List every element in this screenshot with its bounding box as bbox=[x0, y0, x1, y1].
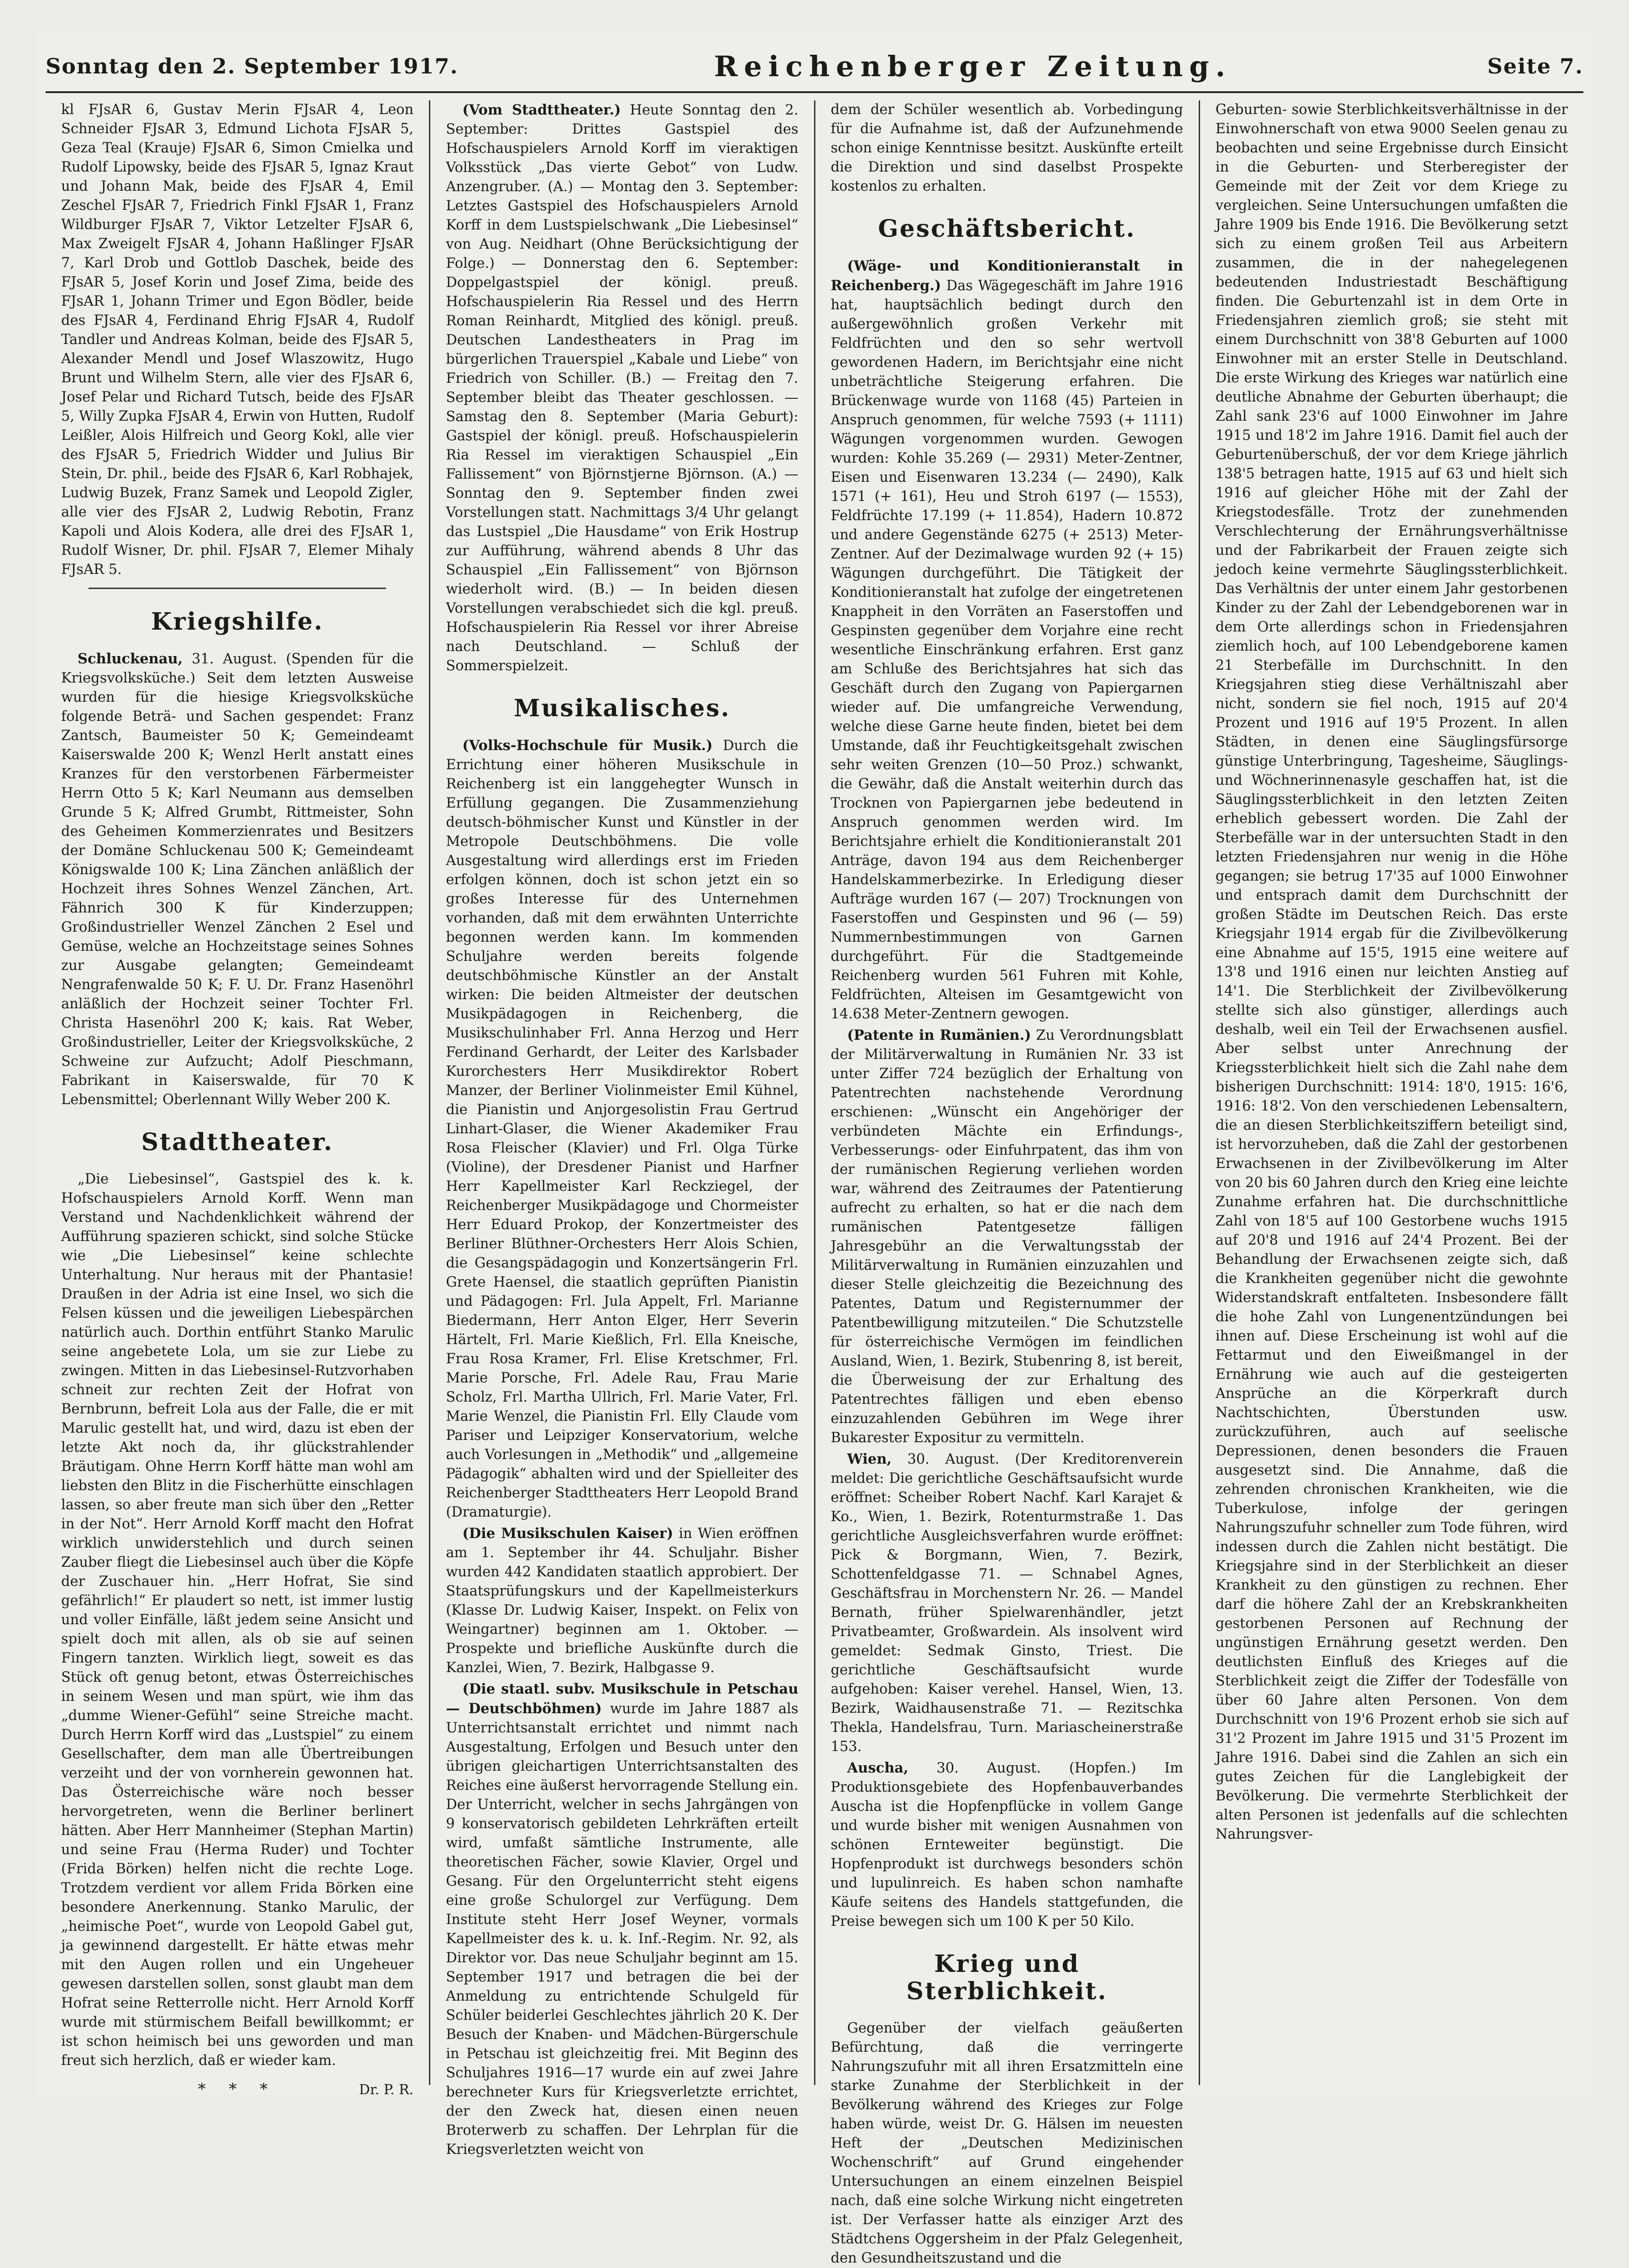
column-3 bbox=[815, 100, 1200, 2266]
article-body: 31. August. (Spenden für die Kriegsvolksküche.) Seit dem letzten Ausweise wurden für die hiesige Kriegsvolksküche folgende Beträ- und Sachen gespendet: Franz Zantsch, Baumeister 50 K; Gemeindeamt Kaiserswalde 200 K; Wenzl Herlt anstatt eines Kranzes für den verstorbenen Färbermeister Herrn Otto 5 K; Karl Neumann aus demselben Grunde 5 K; Alfred Grumbt, Rittmeister, Sohn des Geheimen Kommerzienrates und Besitzers der Domäne Schluckenau 500 K; Gemeindeamt Königswalde 100 K; Lina Zänchen anläßlich der Hochzeit ihres Sohnes Wenzel Zänchen, Art. Fähnrich 300 K für Kinderzuppen; Großindustrieller Wenzel Zänchen 2 Esel und Gemüse, welche an Hochzeitstage seines Sohnes zur Ausgabe gelangten; Gemeindeamt Nengrafenwalde 50 K; F. U. Dr. Franz Hasenöhrl anläßlich der Hochzeit seiner Tochter Frl. Christa Hasenöhrl 200 K; kais. Rat Weber, Großindustrieller, Leiter der Kriegsvolksküche, 2 Schweine zur Aufzucht; Adolf Pieschmann, Fabrikant in Kaiserswalde, für 70 K Lebensmittel; Oberlennant Willy Weber 200 K. bbox=[61, 651, 414, 1108]
section-title-musikalisches: Musikalisches. bbox=[513, 694, 731, 722]
geschaeft-article-1 bbox=[831, 256, 1183, 1024]
article-body: 30. August. (Der Kreditorenverein meldet: Die gerichtliche Geschäftsaufsicht wurde eröffnet: Scheiber Robert Nachf. Karl Karajet & Ko., Wien, 1. Bezirk, Rotenturmstraße 1. Das gerichtliche Ausgleichsverfahren wurde eröffnet: Pick & Borgmann, Wien, 7. Bezirk, Schottenfeldgasse 71. — Schnabel Agnes, Geschäftsfrau in Morchenstern Nr. 26. — Mandel Bernath, früher Spielwarenhändler, jetzt Privatbeamter, Großwardein. Als insolvent wird gemeldet: Sedmak Ginsto, Triest. Die gerichtliche Geschäftsaufsicht wurde aufgehoben: Kaiser verehel. Hansel, Wien, 13. Bezirk, Waidhausenstraße 71. — Rezitschka Thekla, Handelsfrau, Turn. Mariascheinerstraße 153. bbox=[830, 1451, 1183, 1755]
section-title-geschaeftsbericht: Geschäftsbericht. bbox=[878, 215, 1136, 243]
article-lead: (Die Musikschulen Kaiser) bbox=[462, 1525, 674, 1542]
article-body: Heute Sonntag den 2. September: Drittes Gastspiel des Hofschauspielers Arnold Korff im vieraktigen Volksstück „Das vierte Gebot“ von Ludw. Anzengruber. (A.) — Montag den 3. September: Letztes Gastspiel des Hofschauspielers Arnold Korff in dem Lustspielschwank „Die Liebesinsel“ von Aug. Neidhart (Ohne Berücksichtigung der Folge.) — Donnerstag den 6. September: Doppelgastspiel der königl. preuß. Hofschauspielerin Ria Ressel und des Herrn Roman Reinhardt, Mitglied des königl. preuß. Deutschen Landestheaters in Prag im bürgerlichen Trauerspiel „Kabale und Liebe“ von Friedrich von Schiller. (B.) — Freitag den 7. September bleibt das Theater geschlossen. — Samstag den 8. September (Maria Geburt): Gastspiel der königl. preuß. Hofschauspielerin Ria Ressel im vieraktigen Schauspiel „Ein Fallissement“ von Björnstjerne Björnson. (A.) — Sonntag den 9. September finden zwei Vorstellungen statt. Nachmittags 3/4 Uhr gelangt das Lustspiel „Die Hausdame“ von Erik Hostrup zur Aufführung, während abends 8 Uhr das Schauspiel „Ein Fallissement“ von Björnson wiederholt wird. (B.) — In beiden diesen Vorstellungen verabschiedet sich die kgl. preuß. Hofschauspielerin Ria Ressel vor ihrer Abreise nach Deutschland. — Schluß der Sommerspielzeit. bbox=[446, 102, 799, 674]
article-body: Zu Verordnungsblatt der Militärverwaltung in Rumänien Nr. 33 ist unter Ziffer 724 bezüglich der Erhaltung von Patentrechten nachstehende Verordnung erschienen: „Wünscht ein Angehöriger der verbündeten Mächte ein Erfindungs-, Verbesserungs- oder Einfuhrpatent, das ihm von der rumänischen Regierung verliehen worden war, während des Zeitraumes der Patentierung aufrecht zu erhalten, so hat er die nach dem rumänischen Patentgesetze fälligen Jahresgebühr an die Verwaltungsstab der Militärverwaltung in Rumänien einzuzahlen und dieser Stelle gleichzeitig die Bezeichnung des Patentes, Datum und Registernummer der Patentbewilligung mitzuteilen.“ Die Schutzstelle für österreichische Vermögen im feindlichen Ausland, Wien, 1. Bezirk, Stubenring 8, ist bereit, die Überweisung der zur Erhaltung des Patentrechtes fälligen und eben ebenso einzuzahlenden Gebühren im Wege ihrer Bukarester Expositur zu vermitteln. bbox=[830, 1027, 1183, 1446]
article-body: 30. August. (Hopfen.) Im Produktionsgebiete des Hopfenbauverbandes Auscha ist die Hopfenpflücke in vollem Gange und wurde bisher mit wenigen Ausnahmen von schönen Ernteweiter begünstigt. Die Hopfenprodukt ist durchwegs besonders schön und lupulinreich. Es haben schon namhafte Käufe seitens des Handels stattgefunden, die Preise bewegen sich um 100 K per 50 Kilo. bbox=[830, 1760, 1183, 1929]
geschaeft-article-2 bbox=[831, 1026, 1183, 1448]
article-body: in Wien eröffnen am 1. September ihr 44. Schuljahr. Bisher wurden 442 Kandidaten staatlich approbiert. Der Staatsprüfungskurs und der Kapellmeisterkurs (Klasse Dr. Ludwig Kaiser, Inspekt. on Felix von Weingartner) beginnen am 1. Oktober. — Prospekte und briefliche Auskünfte durch die Kanzlei, Wien, 7. Bezirk, Halbgasse 9. bbox=[446, 1526, 799, 1676]
theater-notice bbox=[446, 100, 798, 676]
newspaper-title: Reichenberger Zeitung. bbox=[714, 49, 1232, 83]
column-1 bbox=[46, 100, 430, 2098]
stadttheater-article: „Die Liebesinsel“, Gastspiel des k. k. Hofschauspielers Arnold Korff. Wenn man Verstand und Nachdenklichkeit während der Aufführung spazieren schickt, sind solche Stücke wie „Die Liebesinsel“ keine schlechte Unterhaltung. Nur heraus mit der Phantasie! Draußen in der Adria ist eine Insel, wo sich die Felsen küssen und die jeweiligen Liebespärchen natürlich auch. Dorthin entführt Stanko Marulic seine angebetete Lola, um sie zur Liebe zu zwingen. Mitten in das Liebesinsel-Rutzvorhaben schneit zur rechten Zeit der Hofrat von Bernbrunn, befreit Lola aus der Falle, die er mit Marulic gestellt hat, und wird, dazu ist eben der letzte Akt noch da, ihr glückstrahlender Bräutigam. Ohne Herrn Korff hätte man wohl am liebsten den Blitz in die Fischerhütte einschlagen lassen, so aber freute man sich über den „Retter in der Not“. Herr Arnold Korff macht den Hofrat wirklich unwiderstehlich und durch seinen Zauber fliegt die Liebesinsel auch über die Köpfe der Zuschauer hin. „Herr Hofrat, Sie sind gefährlich!“ Er plaudert so nett, ist immer lustig und voller Einfälle, läßt jedem seine Ansicht und spielt doch mit allen, als ob sie auf seinen Fingern tanzten. Wirklich liegt, soweit es das Stück oft genug betont, etwas Österreichisches in seinem Wesen und man spürt, wie ihm das „dumme Wiener-Gefühl“ seine Streiche macht. Durch Herrn Korff wird das „Lustspiel“ zu einem Gesellschafter, dem man alle Übertreibungen verzeiht und der von vornherein gewonnen hat. Das Österreichische wäre noch besser hervorgetreten, wenn die Berliner berlinert hätten. Aber Herr Mannheimer (Stephan Martin) und seine Frau (Herma Ruder) und Tochter (Frida Börken) helfen nicht die rechte Loge. Trotzdem verdient vor allem Frida Börken eine besondere Anerkennung. Stanko Marulic, der „heimische Poet“, wurde von Leopold Gabel gut, ja gewinnend dargestellt. Er hätte etwas mehr mit den Augen rollen und ein Ungeheuer gewesen darstellen sollen, sonst glaubt man dem Hofrat seine Retterrolle nicht. Herr Arnold Korff wurde mit stürmischem Beifall bewillkommt; er ist schon heimisch bei uns geworden und man freut sich herzlich, daß er wieder kam. bbox=[61, 1171, 414, 2069]
krieg-continuation: Geburten- sowie Sterblichkeitsverhältnisse in der Einwohnerschaft von etwa 9000 Seelen genau zu beobachten und seine Ergebnisse durch Einsicht in die Geburten- und Sterberegister der Gemeinde mit der Zeit vor dem Kriege zu vergleichen. Seine Untersuchungen umfaßten die Jahre 1909 bis Ende 1916. Die Bevölkerung setzt sich zu einem großen Teil aus Arbeitern zusammen, die in der nahegelegenen bedeutenden Industriestadt Beschäftigung finden. Die Geburtenzahl ist in dem Orte in Friedensjahren ziemlich groß; sie steht mit einem Durchschnitt von 38'8 Geburten auf 1000 Einwohner mit an erster Stelle in Deutschland. Die erste Wirkung des Krieges war natürlich eine deutliche Abnahme der Geburten überhaupt; die Zahl sank 23'6 auf 1000 Einwohner im Jahre 1915 und 18'2 im Jahre 1916. Damit fiel auch der Geburtenüberschuß, der vor dem Kriege jährlich 138'5 betragen hatte, 1915 auf 63 und hielt sich 1916 auf gleicher Höhe mit der Zahl der Kriegstodesfälle. Trotz der zunehmenden Verschlechterung der Ernährungsverhältnisse und der Fabrikarbeit der Frauen zeigte sich jedoch keine vermehrte Säuglingssterblichkeit. Das Verhältnis der unter einem Jahr gestorbenen Kinder zu der Zahl der Lebendgeborenen war in dem Orte allerdings schon in Friedensjahren ziemlich hoch, auf 100 Lebendgeborene kamen 21 Sterbefälle im Durchschnitt. In den Kriegsjahren stieg diese Verhältniszahl aber nicht, sondern sie fiel noch, 1915 auf 20'4 Prozent und 1916 auf 19'5 Prozent. In allen Städten, in denen eine Säuglingsfürsorge günstige Unterbringung, Tagesheime, Säuglings- und Wöchnerinnenasyle geschaffen hat, ist die Säuglingssterblichkeit in den letzten Zeiten erheblich gebessert worden. Die Zahl der Sterbefälle war in der untersuchten Stadt in den letzten Friedensjahren nur wenig in die Höhe gegangen; sie betrug 17'35 auf 1000 Einwohner und entsprach damit dem Durchschnitt der großen Städte im Deutschen Reich. Das erste Kriegsjahr 1914 ergab für die Zivilbevölkerung eine Abnahme auf 15'5, 1915 eine weitere auf 13'8 und 1916 einen nur leichten Anstieg auf 14'1. Die Sterblichkeit der Zivilbevölkerung stellte sich also günstiger, allerdings auch deshalb, weil ein Teil der Erwachsenen ausfiel. Aber selbst unter Anrechnung der Kriegssterblichkeit hielt sich die Zahl nahe dem bisherigen Durchschnitt: 1914: 18'0, 1915: 16'6, 1916: 18'2. Von den verschiedenen Lebensaltern, die an diesen Sterblichkeitsziffern beteiligt sind, ist hervorzuheben, daß die Zahl der gestorbenen Erwachsenen in der Zivilbevölkerung im Alter von 20 bis 60 Jahren durch den Krieg eine leichte Zunahme erfahren hat. Die durchschnittliche Zahl von 18'5 auf 100 Gestorbene wuchs 1915 auf 20'8 und 1916 auf 24'4 Prozent. Bei der Behandlung der Erwachsenen zeigte sich, daß die Krankheiten gegenüber nicht die gewohnte Widerstandskraft entfalteten. Insbesondere fällt die hohe Zahl von Lungenentzündungen bei ihnen auf. Diese Erscheinung ist wohl auf die Fettarmut und den Eiweißmangel in der Ernährung wie auch auf die gesteigerten Ansprüche an die Körperkraft durch Nachtschichten, Überstunden usw. zurückzuführen, auch auf seelische Depressionen, denen besonders die Frauen ausgesetzt sind. Die Annahme, daß die zehrenden chronischen Krankheiten, wie die Tuberkulose, infolge der geringen Nahrungszufuhr schneller zum Tode führen, wird indessen durch die Zahlen nicht bestätigt. Die Kriegsjahre sind in der Sterblichkeit an dieser Krankheit zu den günstigen zu rechnen. Eher darf die höhere Zahl der an Krebskrankheiten gestorbenen Personen auf Rechnung der ungünstigen Ernährung gesetzt werden. Den deutlichsten Einfluß des Krieges auf die Sterblichkeit zeigt die Ziffer der Todesfälle von über 60 Jahre alten Personen. Von dem Durchschnitt von 19'6 Prozent erhob sie sich auf 31'2 Prozent im Jahre 1915 und 31'5 Prozent im Jahre 1916. Dabei sind die Zahlen an sich ein gutes Zeichen für die Langlebigkeit der Bevölkerung. Die vermehrte Sterblichkeit der alten Personen ist jedenfalls auf die schlechten Nahrungsver- bbox=[1215, 102, 1568, 1842]
page-header bbox=[46, 41, 1583, 93]
article-lead: Auscha, bbox=[847, 1760, 908, 1776]
article-lead: (Vom Stadttheater.) bbox=[462, 102, 621, 118]
article-lead: (Wäge- und Konditionieranstalt in Reichenberg.) bbox=[830, 258, 1183, 294]
musik-article-2 bbox=[446, 1524, 798, 1678]
musik-article-3 bbox=[446, 1679, 798, 2159]
author-signature: Dr. P. R. bbox=[359, 2082, 414, 2098]
column-4 bbox=[1200, 100, 1583, 2085]
musik-continuation: dem der Schüler wesentlich ab. Vorbedingung für die Aufnahme ist, daß der Aufzunehmende schon einige Kenntnisse besitzt. Auskünfte erteilt die Direktion und sind daselbst Prospekte kostenlos zu erhalten. bbox=[830, 102, 1183, 194]
geschaeft-article-3 bbox=[831, 1449, 1183, 1757]
article-lead: Wien, bbox=[847, 1451, 892, 1467]
article-lead: Schluckenau, bbox=[78, 651, 183, 667]
article-body: Das Wägegeschäft im Jahre 1916 hat, hauptsächlich bedingt durch den außergewöhnlich großen Verkehr mit Feldfrüchten und den so sehr wertvoll gewordenen Hadern, im Berichtsjahr eine nicht unbeträchtliche Steigerung erfahren. Die Brückenwage wurde von 1168 (45) Parteien in Anspruch genommen, für welche 7593 (+ 1111) Wägungen vorgenommen wurden. Gewogen wurden: Kohle 35.269 (— 2931) Meter-Zentner, Eisen und Eisenwaren 13.234 (— 2490), Kalk 1571 (+ 161), Heu und Stroh 6197 (— 1553), Feldfrüchte 17.199 (+ 11.854), Hadern 10.872 und andere Gegenstände 6275 (+ 2513) Meter-Zentner. Auf der Dezimalwage wurden 92 (+ 15) Wägungen durchgeführt. Die Tätigkeit der Konditionieranstalt hat zufolge der eingetretenen Knappheit in den Vorräten an Faserstoffen und Gespinsten gegenüber dem Vorjahre eine recht wesentliche Einschränkung erfahren. Erst ganz am Schluße des Berichtsjahres hat sich das Geschäft durch den Zugang von Papiergarnen wieder auf. Die umfangreiche Verwendung, welche diese Garne heute finden, bietet bei dem Umstande, daß ihr Feuchtigkeitsgehalt zwischen sehr weiten Grenzen (10—50 Proz.) schwankt, die Gewähr, daß die Anstalt weiterhin durch das Trocknen von Papiergarnen jebe bedeutend in Anspruch genommen werden wird. Im Berichtsjahre erhielt die Konditionieranstalt 201 Anträge, davon 194 aus dem Reichenberger Handelskammerbezirke. In Erledigung dieser Aufträge wurden 167 (— 207) Trocknungen von Faserstoffen und Gespinsten und 96 (— 59) Nummernbestimmungen von Garnen durchgeführt. Für die Stadtgemeinde Reichenberg wurden 561 Fuhren mit Kohle, Feldfrüchten, Alteisen im Gesamtgewicht von 14.638 Meter-Zentnern gewogen. bbox=[830, 278, 1183, 1022]
page-number: Seite 7. bbox=[1487, 54, 1583, 78]
issue-date: Sonntag den 2. September 1917. bbox=[46, 54, 459, 78]
separator-stars: * * * bbox=[198, 2080, 277, 2098]
article-columns bbox=[46, 100, 1583, 2266]
article-lead: (Volks-Hochschule für Musik.) bbox=[462, 737, 713, 754]
section-title-krieg-sterblichkeit: Krieg und Sterblichkeit. bbox=[906, 1950, 1107, 2005]
krieg-article: Gegenüber der vielfach geäußerten Befürchtung, daß die verringerte Nahrungszufuhr mit all ihren Ersatzmitteln eine starke Zunahme der Sterblichkeit in der Bevölkerung während des Krieges zur Folge haben würde, weist Dr. G. Hälsen im neuesten Heft der „Deutschen Medizinischen Wochenschrift“ auf Grund eingehender Untersuchungen an einem einzelnen Beispiel nach, daß eine solche Wirkung nicht eingetreten ist. Der Verfasser hatte als einziger Arzt des Städtchens Oggersheim in der Pfalz Gelegenheit, den Gesundheitszustand und die bbox=[830, 2020, 1183, 2266]
article-body: wurde im Jahre 1887 als Unterrichtsanstalt errichtet und nimmt nach Ausgestaltung, Erfolgen und Besuch unter den übrigen gleichartigen Unterrichtsanstalten des Reiches eine äußerst hervorragende Stellung ein. Der Unterricht, welcher in sechs Jahrgängen von 9 konservatorisch gebildeten Lehrkräften erteilt wird, umfaßt sämtliche Instrumente, alle theoretischen Fächer, sowie Klavier, Orgel und Gesang. Für den Orgelunterricht steht eigens eine große Schulorgel zur Verfügung. Dem Institute steht Herr Josef Weyner, vormals Kapellmeister des k. u. k. Inf.-Regim. Nr. 92, als Direktor vor. Das neue Schuljahr beginnt am 15. September 1917 und betragen die bei der Anmeldung zu entrichtende Schulgeld für Schüler beiderlei Geschlechtes jährlich 20 K. Der Besuch der Knaben- und Mädchen-Bürgerschule in Petschau ist gleichzeitig frei. Mit Beginn des Schuljahres 1916—17 wurde ein auf zwei Jahre berechneter Kurs für Kriegsverletzte errichtet, der den Zweck hat, diesen einen neuen Broterwerb zu schaffen. Der Lehrplan für die Kriegsverletzten weicht von bbox=[446, 1701, 799, 2158]
column-2 bbox=[430, 100, 815, 2158]
newspaper-page bbox=[37, 32, 1592, 2266]
article-lead: (Die staatl. subv. Musikschule in Petschau — Deutschböhmen) bbox=[446, 1681, 799, 1717]
section-title-kriegshilfe: Kriegshilfe. bbox=[151, 608, 324, 636]
article-lead: (Patente in Rumänien.) bbox=[847, 1027, 1031, 1043]
article-body: Durch die Errichtung einer höheren Musikschule in Reichenberg ist ein langgehegter Wunsch in Erfüllung gegangen. Die Zusammenziehung deutsch-böhmischer Kunst und Künstler in der Metropole Deutschböhmens. Die volle Ausgestaltung wird allerdings erst im Frieden erfolgen können, doch ist schon jetzt ein so großes Interesse für des Unternehmen vorhanden, daß mit dem erwähnten Unterrichte begonnen werden kann. Im kommenden Schuljahre werden bereits folgende deutschböhmische Künstler an der Anstalt wirken: Die beiden Altmeister der deutschen Musikpädagogen in Reichenberg, die Musikschulinhaber Frl. Anna Herzog und Herr Ferdinand Gerhardt, der Leiter des Karlsbader Kurorchesters Herr Musikdirektor Robert Manzer, der Berliner Violinmeister Emil Kühnel, die Pianistin und Anjorgesolistin Frau Gertrud Linhart-Glaser, die Wiener Akademiker Frau Rosa Fleischer (Klavier) und Frl. Olga Türke (Violine), der Dresdener Pianist und Harfner Herr Kapellmeister Karl Reckziegel, der Reichenberger Musikpädagoge und Chormeister Herr Eduard Prokop, der Konzertmeister des Berliner Blüthner-Orchesters Herr Alois Schien, die Gesangspädagogin und Konzertsängerin Frl. Grete Haensel, die staatlich geprüften Pianistin und Pädagogen: Frl. Jula Appelt, Frl. Marianne Biedermann, Herr Anton Elger, Herr Severin Härtelt, Frl. Marie Kießlich, Frl. Ella Kneische, Frau Rosa Kramer, Frl. Elise Kretschmer, Frl. Marie Porsche, Frl. Adele Rau, Frau Marie Scholz, Frl. Martha Ullrich, Frl. Marie Vater, Frl. Marie Wenzel, die Pianistin Frl. Elly Claude vom Pariser und Leipziger Konservatorium, welche auch Vorlesungen in „Methodik“ und „allgemeine Pädagogik“ abhalten wird und der Spielleiter des Reichenberger Stadttheaters Herr Leopold Brand (Dramaturgie). bbox=[446, 738, 799, 1520]
musik-article-1 bbox=[446, 736, 798, 1522]
section-divider bbox=[89, 588, 386, 589]
section-title-stadttheater: Stadttheater. bbox=[141, 1128, 334, 1156]
geschaeft-article-4 bbox=[831, 1758, 1183, 1931]
award-list: kl FJsAR 6, Gustav Merin FJsAR 4, Leon Schneider FJsAR 3, Edmund Lichota FJsAR 5, Geza Teal (Krauje) FJsAR 6, Simon Cmielka und Rudolf Lipowsky, beide des FJsAR 5, Ignaz Kraut und Johann Mak, beide des FJsAR 4, Emil Zeschel FJsAR 7, Friedrich Finkl FJsAR 1, Franz Wildburger FJsAR 7, Viktor Letzelter FJsAR 6, Max Zweigelt FJsAR 4, Johann Haßlinger FJsAR 7, Karl Drob und Gottlob Daschek, beide des FJsAR 5, Josef Korin und Josef Zima, beide des FJsAR 1, Johann Trimer und Egon Bödler, beide des FJsAR 4, Ferdinand Ehrig FJsAR 4, Rudolf Tandler und Andreas Kolman, beide des FJsAR 5, Alexander Mendl und Josef Wlaszowitz, Hugo Brunt und Wilhelm Stern, alle vier des FJsAR 6, Josef Pelar und Richard Tutsch, beide des FJsAR 5, Willy Zupka FJsAR 4, Erwin von Hutten, Rudolf Leißler, Alois Hilfreich und Georg Kokl, alle vier des FJsAR 5, Friedrich Widder und Julius Bir Stein, Dr. phil., beide des FJsAR 6, Karl Robhajek, Ludwig Buzek, Franz Samek und Leopold Zigler, alle vier des FJsAR 2, Ludwig Rebotin, Franz Kapoli und Alois Kodera, alle drei des FJsAR 1, Rudolf Wisner, Dr. phil. FJsAR 7, Elemer Mihaly FJsAR 5. bbox=[61, 102, 414, 578]
kriegshilfe-article bbox=[61, 649, 413, 1110]
